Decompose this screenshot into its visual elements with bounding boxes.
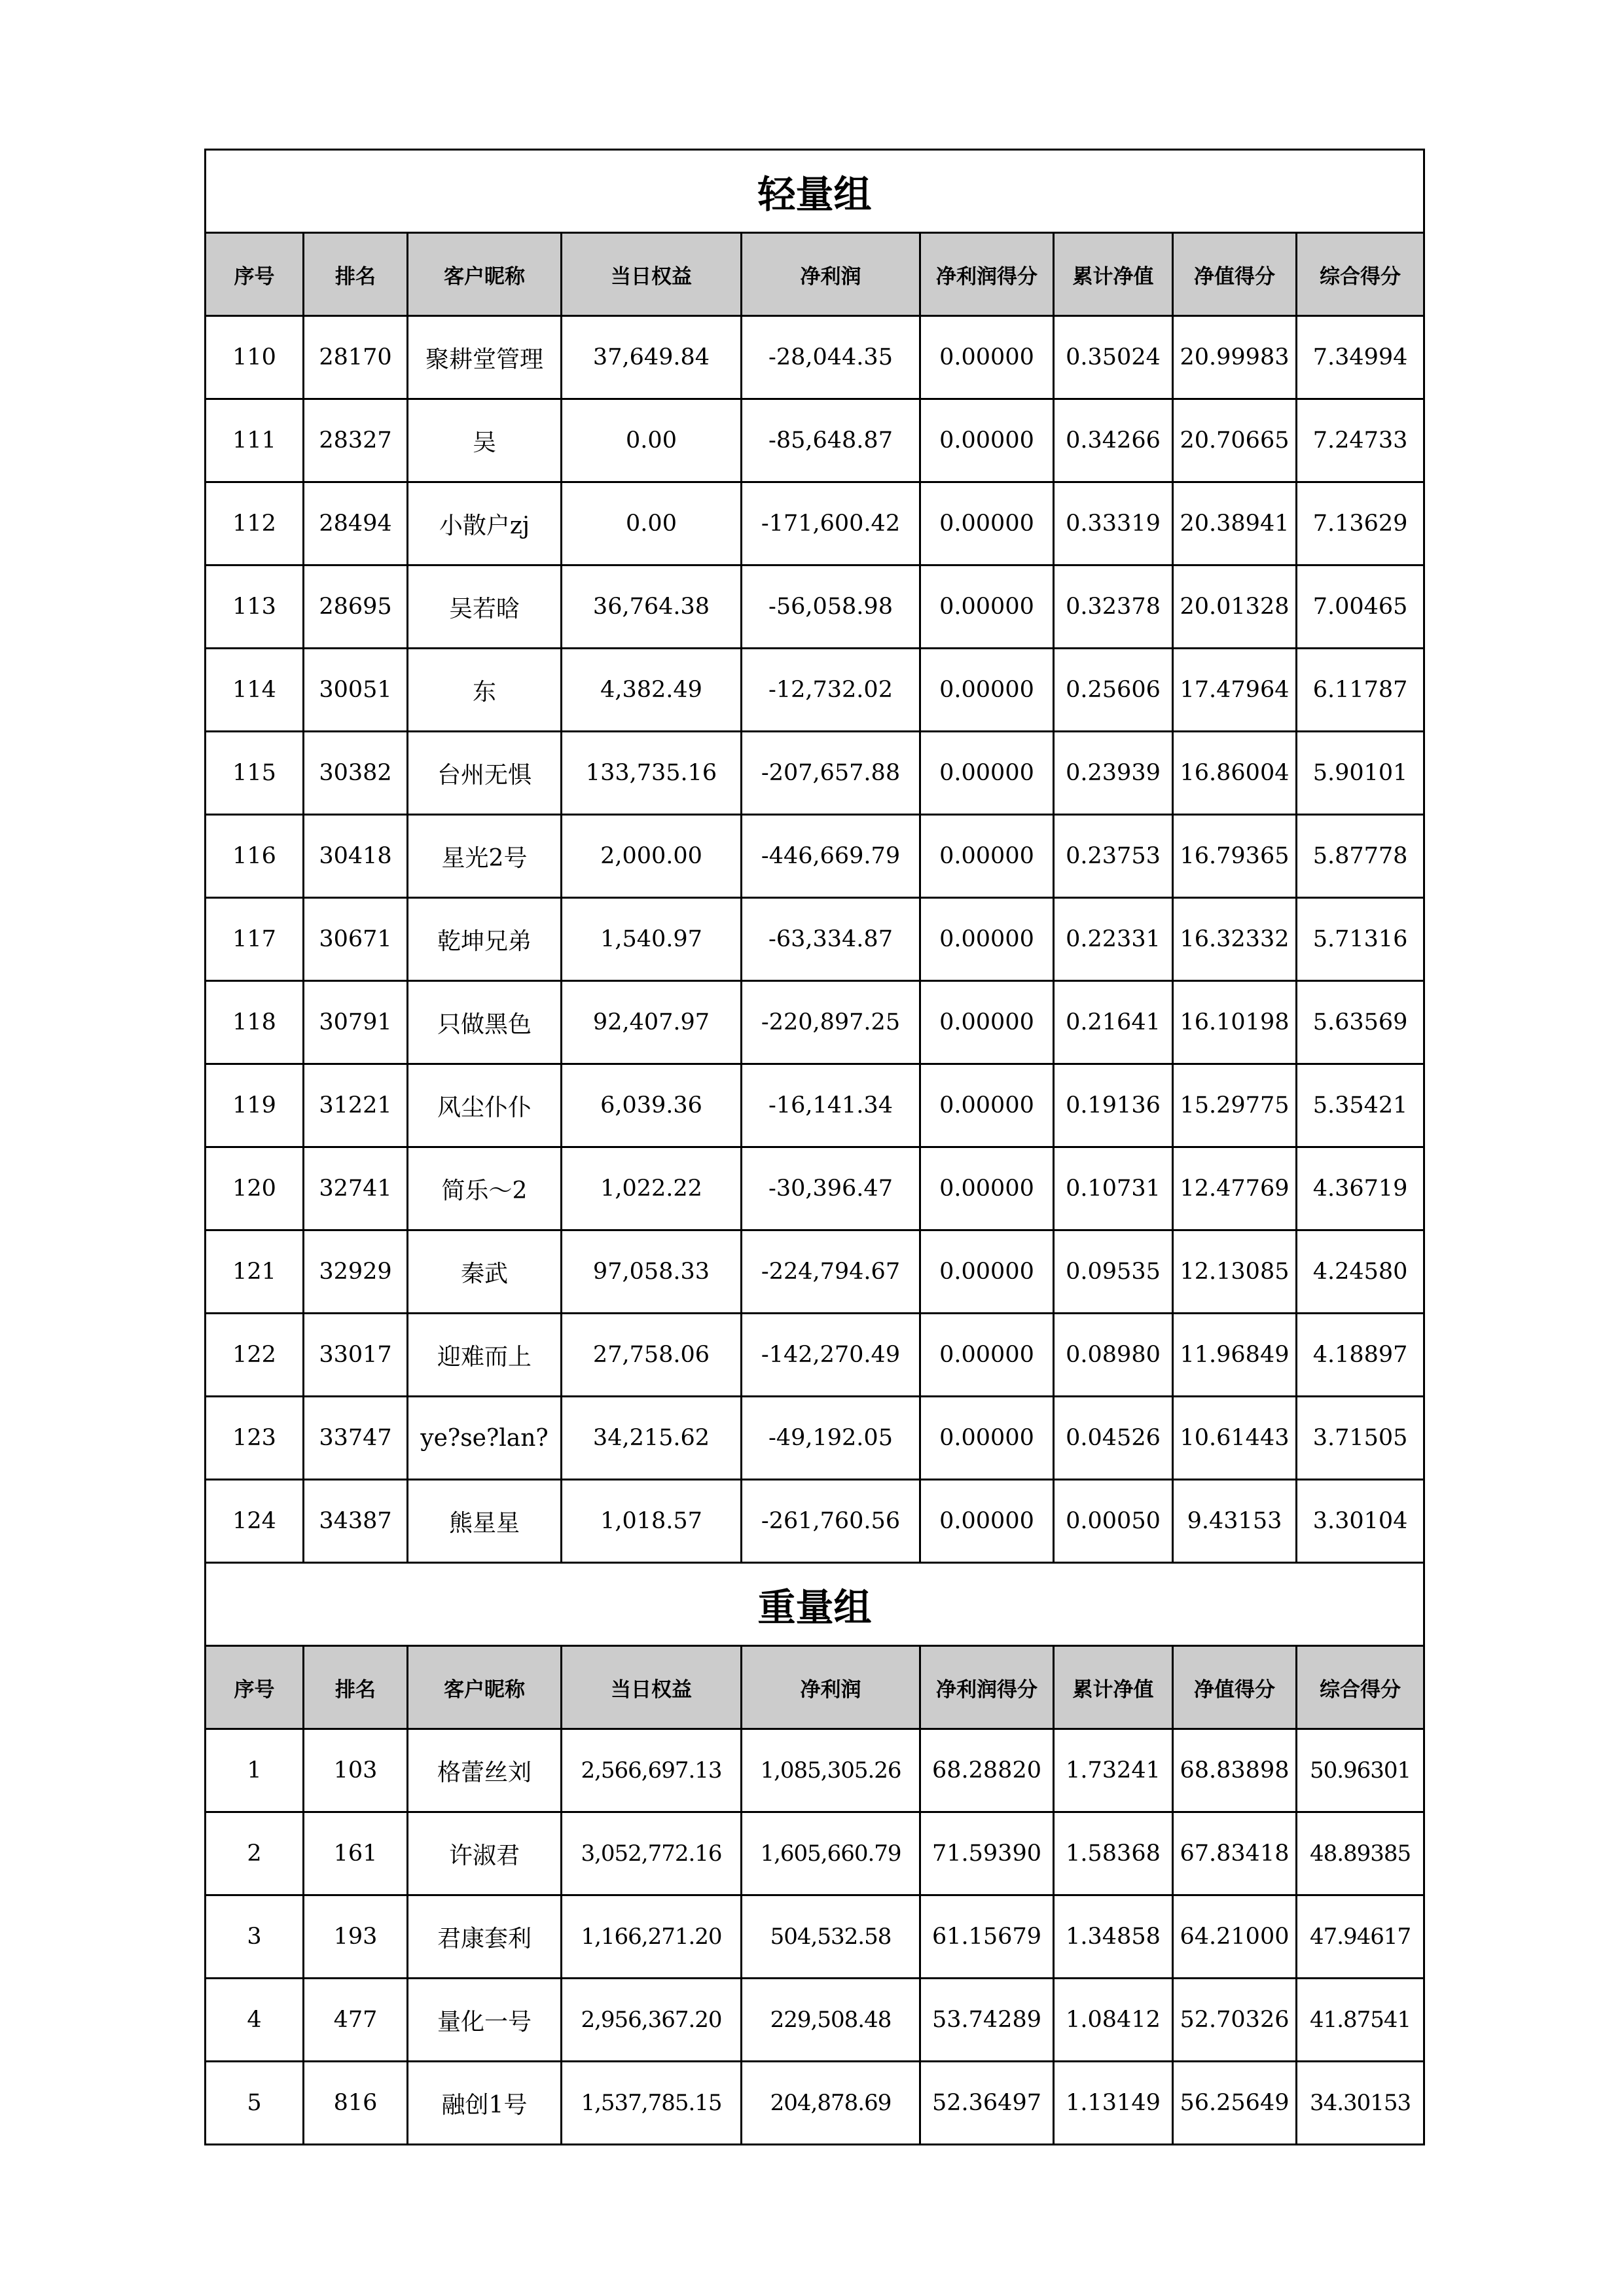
cell-nav-score: 52.70326: [1173, 1979, 1297, 2062]
cell-serial: 118: [206, 981, 304, 1064]
column-header-nickname: 客户昵称: [408, 233, 562, 316]
cell-nav-score: 56.25649: [1173, 2062, 1297, 2145]
cell-net-profit: 504,532.58: [742, 1895, 920, 1979]
table-row: [206, 482, 1424, 565]
cell-total-score: 47.94617: [1297, 1895, 1424, 1979]
cell-nav-score: 16.32332: [1173, 898, 1297, 981]
cell-profit-score: 0.00000: [920, 649, 1054, 732]
cell-total-score: 4.18897: [1297, 1314, 1424, 1397]
cell-nav-score: 17.47964: [1173, 649, 1297, 732]
column-header-profit-score: 净利润得分: [920, 233, 1054, 316]
column-header-nav-score: 净值得分: [1173, 1646, 1297, 1729]
cell-cum-nav: 0.22331: [1054, 898, 1173, 981]
cell-net-profit: -261,760.56: [742, 1480, 920, 1563]
cell-cum-nav: 0.10731: [1054, 1147, 1173, 1230]
table-row: [206, 1979, 1424, 2062]
cell-profit-score: 0.00000: [920, 898, 1054, 981]
table-row: [206, 2062, 1424, 2145]
cell-equity: 4,382.49: [562, 649, 742, 732]
column-header-equity: 当日权益: [562, 1646, 742, 1729]
cell-net-profit: 1,085,305.26: [742, 1729, 920, 1812]
cell-net-profit: -224,794.67: [742, 1230, 920, 1314]
group-title-row: [206, 1563, 1424, 1646]
cell-net-profit: -12,732.02: [742, 649, 920, 732]
cell-equity: 92,407.97: [562, 981, 742, 1064]
table-row: [206, 1314, 1424, 1397]
cell-rank: 30051: [304, 649, 408, 732]
cell-profit-score: 68.28820: [920, 1729, 1054, 1812]
cell-profit-score: 0.00000: [920, 1480, 1054, 1563]
table-row: [206, 399, 1424, 482]
cell-profit-score: 0.00000: [920, 565, 1054, 649]
cell-serial: 111: [206, 399, 304, 482]
cell-total-score: 4.24580: [1297, 1230, 1424, 1314]
cell-net-profit: 204,878.69: [742, 2062, 920, 2145]
table-row: [206, 732, 1424, 815]
cell-net-profit: -446,669.79: [742, 815, 920, 898]
cell-cum-nav: 0.09535: [1054, 1230, 1173, 1314]
cell-rank: 32741: [304, 1147, 408, 1230]
cell-rank: 28170: [304, 316, 408, 399]
cell-nickname: 星光2号: [408, 815, 562, 898]
cell-total-score: 3.71505: [1297, 1397, 1424, 1480]
cell-rank: 28494: [304, 482, 408, 565]
cell-rank: 30671: [304, 898, 408, 981]
cell-cum-nav: 0.21641: [1054, 981, 1173, 1064]
cell-net-profit: -63,334.87: [742, 898, 920, 981]
cell-net-profit: 229,508.48: [742, 1979, 920, 2062]
column-header-rank: 排名: [304, 233, 408, 316]
cell-equity: 36,764.38: [562, 565, 742, 649]
cell-nav-score: 20.01328: [1173, 565, 1297, 649]
cell-serial: 114: [206, 649, 304, 732]
cell-nav-score: 20.70665: [1173, 399, 1297, 482]
column-header-cum-nav: 累计净值: [1054, 1646, 1173, 1729]
cell-total-score: 7.34994: [1297, 316, 1424, 399]
cell-nav-score: 16.10198: [1173, 981, 1297, 1064]
cell-rank: 161: [304, 1812, 408, 1895]
cell-serial: 116: [206, 815, 304, 898]
cell-nickname: 简乐～2: [408, 1147, 562, 1230]
group-title-row: [206, 150, 1424, 233]
cell-total-score: 34.30153: [1297, 2062, 1424, 2145]
table-row: [206, 565, 1424, 649]
cell-serial: 120: [206, 1147, 304, 1230]
table-row: [206, 1895, 1424, 1979]
cell-nickname: 聚耕堂管理: [408, 316, 562, 399]
cell-total-score: 50.96301: [1297, 1729, 1424, 1812]
table-row: [206, 1064, 1424, 1147]
cell-total-score: 4.36719: [1297, 1147, 1424, 1230]
cell-rank: 28327: [304, 399, 408, 482]
cell-nickname: 熊星星: [408, 1480, 562, 1563]
cell-net-profit: -16,141.34: [742, 1064, 920, 1147]
cell-net-profit: -220,897.25: [742, 981, 920, 1064]
cell-equity: 1,540.97: [562, 898, 742, 981]
cell-nickname: 融创1号: [408, 2062, 562, 2145]
cell-nav-score: 11.96849: [1173, 1314, 1297, 1397]
cell-net-profit: -49,192.05: [742, 1397, 920, 1480]
cell-net-profit: -207,657.88: [742, 732, 920, 815]
cell-cum-nav: 0.23939: [1054, 732, 1173, 815]
cell-profit-score: 0.00000: [920, 981, 1054, 1064]
cell-total-score: 5.87778: [1297, 815, 1424, 898]
cell-nickname: 迎难而上: [408, 1314, 562, 1397]
column-header-profit-score: 净利润得分: [920, 1646, 1054, 1729]
cell-equity: 1,022.22: [562, 1147, 742, 1230]
cell-nav-score: 16.86004: [1173, 732, 1297, 815]
cell-equity: 0.00: [562, 399, 742, 482]
cell-rank: 477: [304, 1979, 408, 2062]
cell-nickname: 秦武: [408, 1230, 562, 1314]
cell-rank: 30791: [304, 981, 408, 1064]
ranking-table-body: [206, 150, 1424, 2145]
column-header-total-score: 综合得分: [1297, 1646, 1424, 1729]
cell-rank: 32929: [304, 1230, 408, 1314]
cell-net-profit: -171,600.42: [742, 482, 920, 565]
column-header-equity: 当日权益: [562, 233, 742, 316]
group-title: 轻量组: [206, 150, 1424, 233]
cell-nickname: 量化一号: [408, 1979, 562, 2062]
table-row: [206, 316, 1424, 399]
cell-rank: 33017: [304, 1314, 408, 1397]
cell-total-score: 48.89385: [1297, 1812, 1424, 1895]
cell-net-profit: 1,605,660.79: [742, 1812, 920, 1895]
cell-equity: 37,649.84: [562, 316, 742, 399]
cell-serial: 115: [206, 732, 304, 815]
cell-profit-score: 71.59390: [920, 1812, 1054, 1895]
cell-net-profit: -56,058.98: [742, 565, 920, 649]
cell-nickname: 小散户zj: [408, 482, 562, 565]
cell-nav-score: 67.83418: [1173, 1812, 1297, 1895]
column-header-net-profit: 净利润: [742, 233, 920, 316]
cell-equity: 3,052,772.16: [562, 1812, 742, 1895]
cell-profit-score: 0.00000: [920, 732, 1054, 815]
cell-nickname: 君康套利: [408, 1895, 562, 1979]
table-row: [206, 1729, 1424, 1812]
cell-equity: 97,058.33: [562, 1230, 742, 1314]
cell-nickname: 许淑君: [408, 1812, 562, 1895]
cell-serial: 113: [206, 565, 304, 649]
cell-cum-nav: 1.34858: [1054, 1895, 1173, 1979]
cell-total-score: 5.35421: [1297, 1064, 1424, 1147]
cell-cum-nav: 1.73241: [1054, 1729, 1173, 1812]
cell-cum-nav: 0.04526: [1054, 1397, 1173, 1480]
cell-rank: 30382: [304, 732, 408, 815]
cell-nav-score: 15.29775: [1173, 1064, 1297, 1147]
cell-profit-score: 0.00000: [920, 482, 1054, 565]
cell-nav-score: 12.47769: [1173, 1147, 1297, 1230]
cell-rank: 31221: [304, 1064, 408, 1147]
cell-equity: 0.00: [562, 482, 742, 565]
cell-profit-score: 0.00000: [920, 1397, 1054, 1480]
cell-nickname: 东: [408, 649, 562, 732]
cell-cum-nav: 0.08980: [1054, 1314, 1173, 1397]
cell-nav-score: 68.83898: [1173, 1729, 1297, 1812]
cell-profit-score: 0.00000: [920, 1314, 1054, 1397]
cell-cum-nav: 0.23753: [1054, 815, 1173, 898]
cell-nav-score: 9.43153: [1173, 1480, 1297, 1563]
cell-nickname: 乾坤兄弟: [408, 898, 562, 981]
table-row: [206, 1480, 1424, 1563]
cell-cum-nav: 0.25606: [1054, 649, 1173, 732]
cell-serial: 1: [206, 1729, 304, 1812]
cell-total-score: 41.87541: [1297, 1979, 1424, 2062]
cell-equity: 133,735.16: [562, 732, 742, 815]
cell-equity: 27,758.06: [562, 1314, 742, 1397]
cell-cum-nav: 0.00050: [1054, 1480, 1173, 1563]
cell-nickname: 吴若晗: [408, 565, 562, 649]
cell-net-profit: -28,044.35: [742, 316, 920, 399]
column-header-cum-nav: 累计净值: [1054, 233, 1173, 316]
column-header-serial: 序号: [206, 233, 304, 316]
cell-cum-nav: 1.13149: [1054, 2062, 1173, 2145]
cell-rank: 34387: [304, 1480, 408, 1563]
cell-serial: 112: [206, 482, 304, 565]
cell-profit-score: 0.00000: [920, 399, 1054, 482]
cell-nickname: ye?se?lan?: [408, 1397, 562, 1480]
cell-cum-nav: 1.08412: [1054, 1979, 1173, 2062]
cell-equity: 1,018.57: [562, 1480, 742, 1563]
cell-cum-nav: 0.33319: [1054, 482, 1173, 565]
group-title: 重量组: [206, 1563, 1424, 1646]
cell-rank: 30418: [304, 815, 408, 898]
ranking-table: [204, 149, 1425, 2145]
column-header-net-profit: 净利润: [742, 1646, 920, 1729]
cell-serial: 119: [206, 1064, 304, 1147]
cell-rank: 193: [304, 1895, 408, 1979]
cell-serial: 123: [206, 1397, 304, 1480]
column-header-row: [206, 233, 1424, 316]
column-header-rank: 排名: [304, 1646, 408, 1729]
cell-equity: 34,215.62: [562, 1397, 742, 1480]
column-header-nickname: 客户昵称: [408, 1646, 562, 1729]
cell-nav-score: 12.13085: [1173, 1230, 1297, 1314]
table-row: [206, 1397, 1424, 1480]
cell-profit-score: 53.74289: [920, 1979, 1054, 2062]
cell-cum-nav: 0.19136: [1054, 1064, 1173, 1147]
table-row: [206, 815, 1424, 898]
cell-serial: 3: [206, 1895, 304, 1979]
cell-serial: 4: [206, 1979, 304, 2062]
column-header-serial: 序号: [206, 1646, 304, 1729]
cell-total-score: 7.00465: [1297, 565, 1424, 649]
column-header-row: [206, 1646, 1424, 1729]
cell-rank: 103: [304, 1729, 408, 1812]
cell-serial: 117: [206, 898, 304, 981]
cell-total-score: 3.30104: [1297, 1480, 1424, 1563]
cell-equity: 1,537,785.15: [562, 2062, 742, 2145]
cell-total-score: 5.63569: [1297, 981, 1424, 1064]
cell-net-profit: -85,648.87: [742, 399, 920, 482]
cell-nav-score: 10.61443: [1173, 1397, 1297, 1480]
cell-total-score: 6.11787: [1297, 649, 1424, 732]
cell-total-score: 5.90101: [1297, 732, 1424, 815]
cell-equity: 6,039.36: [562, 1064, 742, 1147]
cell-rank: 816: [304, 2062, 408, 2145]
cell-profit-score: 61.15679: [920, 1895, 1054, 1979]
cell-rank: 28695: [304, 565, 408, 649]
table-row: [206, 1230, 1424, 1314]
cell-nickname: 风尘仆仆: [408, 1064, 562, 1147]
cell-equity: 2,566,697.13: [562, 1729, 742, 1812]
cell-profit-score: 0.00000: [920, 316, 1054, 399]
cell-serial: 121: [206, 1230, 304, 1314]
cell-rank: 33747: [304, 1397, 408, 1480]
cell-nav-score: 64.21000: [1173, 1895, 1297, 1979]
cell-cum-nav: 1.58368: [1054, 1812, 1173, 1895]
cell-nav-score: 20.99983: [1173, 316, 1297, 399]
cell-profit-score: 0.00000: [920, 1064, 1054, 1147]
cell-nickname: 台州无惧: [408, 732, 562, 815]
cell-cum-nav: 0.34266: [1054, 399, 1173, 482]
cell-profit-score: 0.00000: [920, 815, 1054, 898]
cell-total-score: 7.24733: [1297, 399, 1424, 482]
cell-serial: 2: [206, 1812, 304, 1895]
cell-equity: 2,956,367.20: [562, 1979, 742, 2062]
cell-nickname: 吴: [408, 399, 562, 482]
cell-profit-score: 0.00000: [920, 1230, 1054, 1314]
cell-profit-score: 0.00000: [920, 1147, 1054, 1230]
cell-profit-score: 52.36497: [920, 2062, 1054, 2145]
table-row: [206, 1147, 1424, 1230]
cell-serial: 122: [206, 1314, 304, 1397]
column-header-total-score: 综合得分: [1297, 233, 1424, 316]
cell-nickname: 只做黑色: [408, 981, 562, 1064]
cell-equity: 2,000.00: [562, 815, 742, 898]
cell-serial: 124: [206, 1480, 304, 1563]
cell-net-profit: -142,270.49: [742, 1314, 920, 1397]
cell-serial: 110: [206, 316, 304, 399]
table-row: [206, 981, 1424, 1064]
cell-cum-nav: 0.32378: [1054, 565, 1173, 649]
table-row: [206, 898, 1424, 981]
cell-net-profit: -30,396.47: [742, 1147, 920, 1230]
table-row: [206, 1812, 1424, 1895]
cell-total-score: 5.71316: [1297, 898, 1424, 981]
column-header-nav-score: 净值得分: [1173, 233, 1297, 316]
table-row: [206, 649, 1424, 732]
cell-cum-nav: 0.35024: [1054, 316, 1173, 399]
cell-nickname: 格蕾丝刘: [408, 1729, 562, 1812]
cell-serial: 5: [206, 2062, 304, 2145]
cell-equity: 1,166,271.20: [562, 1895, 742, 1979]
cell-total-score: 7.13629: [1297, 482, 1424, 565]
cell-nav-score: 16.79365: [1173, 815, 1297, 898]
cell-nav-score: 20.38941: [1173, 482, 1297, 565]
